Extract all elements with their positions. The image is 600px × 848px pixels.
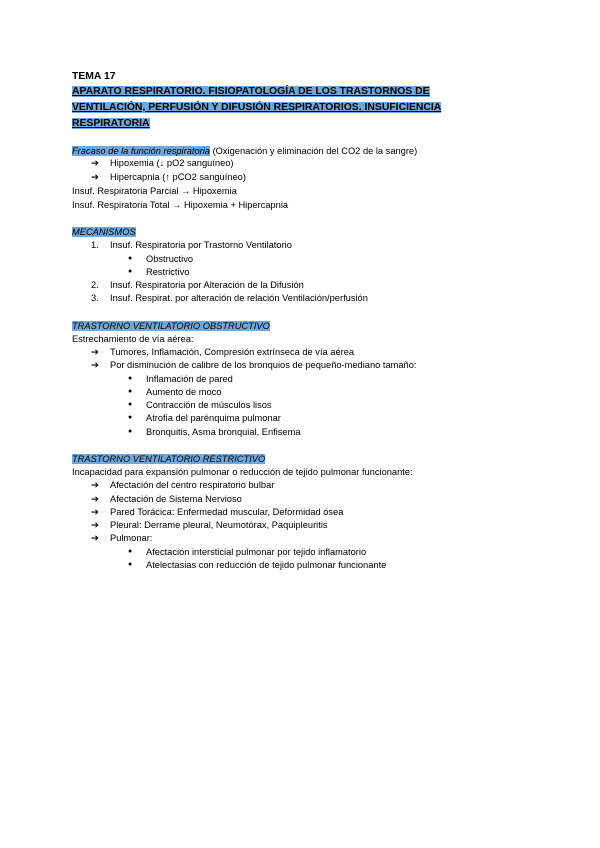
fracaso-label: Fracaso de la función respiratoria: [72, 146, 210, 156]
arrow-icon: ➔: [91, 480, 99, 490]
fracaso-rest: (Oxigenación y eliminación del CO2 de la sangre): [209, 146, 418, 156]
fracaso-line: [72, 145, 417, 157]
title-line-1: APARATO RESPIRATORIO. FISIOPATOLOGÍA DE LOS TRASTORNOS DE: [72, 86, 430, 97]
arrow-icon: ➔: [91, 158, 99, 168]
arrow-icon: ➔: [91, 494, 99, 504]
obstructivo-heading-row: [72, 320, 270, 332]
list-number: 3.: [91, 293, 99, 303]
list-number: 2.: [91, 280, 99, 290]
arrow-icon: ➔: [91, 533, 99, 543]
mecanismo-item: Insuf. Respirat. por alteración de relación Ventilación/perfusión: [110, 293, 368, 303]
arrow-icon: ➔: [91, 507, 99, 517]
fracaso-line-parcial: Insuf. Respiratoria Parcial → Hipoxemia: [72, 186, 237, 196]
obstructivo-subitem: Atrofia del parénquima pulmonar: [146, 413, 281, 423]
obstructivo-item: Tumores, Inflamación, Compresión extrínseca de vía aérea: [110, 347, 355, 357]
obstructivo-subitem: Contracción de músculos lisos: [146, 400, 272, 410]
mecanismo-item: Insuf. Respiratoria por Alteración de la Difusión: [110, 280, 304, 290]
obstructivo-heading: TRASTORNO VENTILATORIO OBSTRUCTIVO: [72, 321, 270, 331]
bullet-icon: ●: [128, 401, 133, 408]
title-line-2: VENTILACIÓN, PERFUSIÓN Y DIFUSIÓN RESPIRATORIOS. INSUFICIENCIA: [72, 102, 442, 113]
restrictivo-item: Afectación del centro respiratorio bulbar: [110, 480, 275, 490]
restrictivo-item: Pleural: Derrame pleural, Neumotórax, Paquipleuritis: [110, 520, 328, 530]
obstructivo-subitem: Aumento de moco: [146, 387, 222, 397]
arrow-icon: ➔: [91, 347, 99, 357]
fracaso-line-total: Insuf. Respiratoria Total → Hipoxemia + Hipercapnia: [72, 200, 289, 210]
bullet-icon: ●: [128, 428, 133, 435]
bullet-icon: ●: [128, 548, 133, 555]
mecanismo-item: Insuf. Respiratoria por Trastorno Ventilatorio: [110, 240, 292, 250]
mecanismo-subitem: Obstructivo: [146, 254, 194, 264]
obstructivo-subitem: Inflamación de pared: [146, 374, 233, 384]
restrictivo-subitem: Afectación intersticial pulmonar por tejido inflamatorio: [146, 547, 367, 557]
bullet-icon: ●: [128, 561, 133, 568]
restrictivo-item: Afectación de Sistema Nervioso: [110, 494, 242, 504]
tema-label: TEMA 17: [72, 71, 116, 82]
bullet-icon: ●: [128, 375, 133, 382]
obstructivo-subitem: Bronquitis, Asma bronquial, Enfisema: [146, 427, 301, 437]
mecanismos-heading-row: [72, 226, 136, 238]
bullet-icon: ●: [128, 414, 133, 421]
mecanismos-heading: MECANISMOS: [72, 227, 136, 237]
obstructivo-item: Por disminución de calibre de los bronquios de pequeño-mediano tamaño:: [110, 360, 417, 370]
restrictivo-heading: TRASTORNO VENTILATORIO RESTRICTIVO: [72, 454, 266, 464]
bullet-icon: ●: [128, 388, 133, 395]
title-line-3: RESPIRATORIA: [72, 118, 150, 129]
mecanismo-subitem: Restrictivo: [146, 267, 190, 277]
arrow-icon: ➔: [91, 172, 99, 182]
arrow-icon: ➔: [91, 360, 99, 370]
arrow-icon: ➔: [91, 520, 99, 530]
restrictivo-item: Pared Torácica: Enfermedad muscular, Deformidad ósea: [110, 507, 344, 517]
fracaso-item: Hipercapnia (↑ pCO2 sanguíneo): [110, 172, 246, 182]
restrictivo-subitem: Atelectasias con reducción de tejido pulmonar funcionante: [146, 560, 387, 570]
restrictivo-heading-row: [72, 453, 265, 465]
obstructivo-intro: Estrechamiento de vía aérea:: [72, 334, 194, 344]
restrictivo-intro: Incapacidad para expansión pulmonar o reducción de tejido pulmonar funcionante:: [72, 467, 413, 477]
bullet-icon: ●: [128, 255, 133, 262]
fracaso-item: Hipoxemia (↓ pO2 sanguíneo): [110, 158, 234, 168]
bullet-icon: ●: [128, 268, 133, 275]
list-number: 1.: [91, 240, 99, 250]
restrictivo-item: Pulmonar:: [110, 533, 153, 543]
